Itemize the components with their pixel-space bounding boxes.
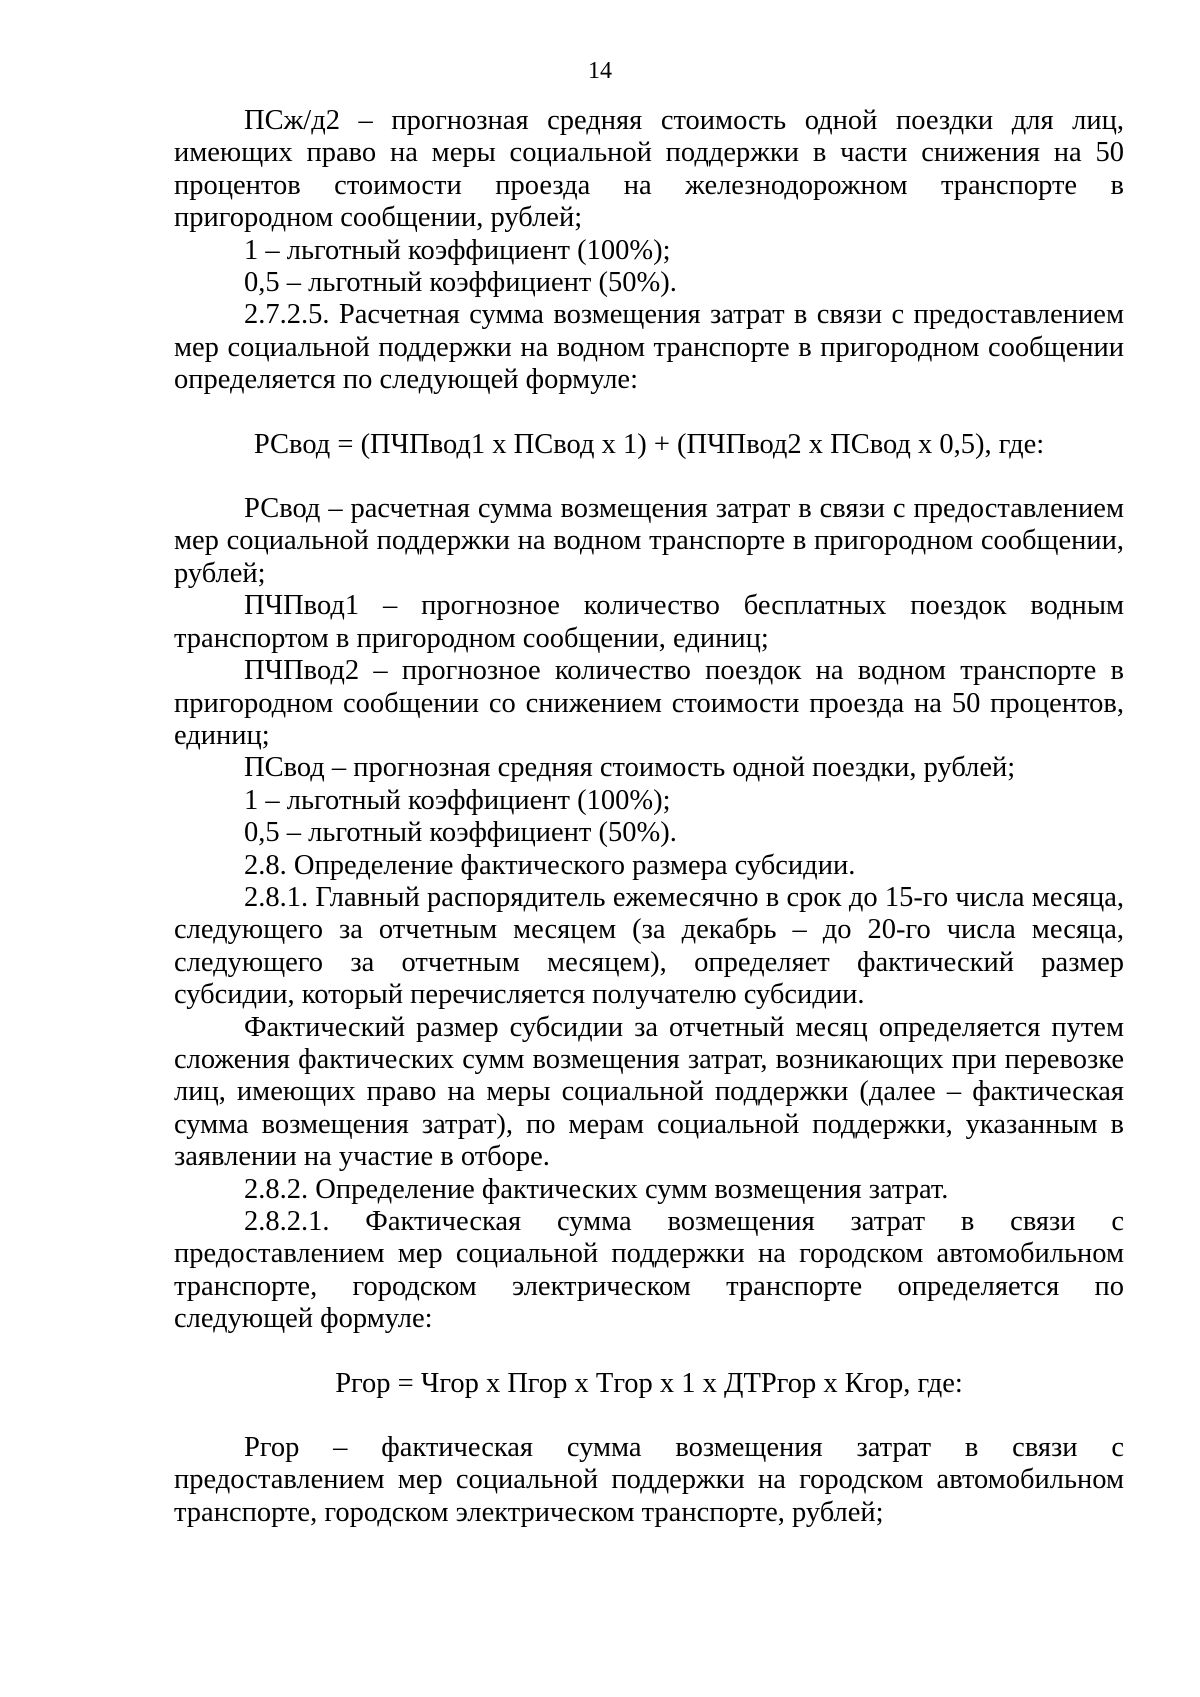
- paragraph-rgor-definition: Ргор – фактическая сумма возмещения затрат в связи с предоставлением мер социальной поддержки на городском автомобильном транспорте, городском электрическом транспорте, рублей;: [174, 1432, 1124, 1528]
- paragraph-coefficient-50: 0,5 – льготный коэффициент (50%).: [244, 267, 677, 299]
- paragraph-pchpvod2-definition: ПЧПвод2 – прогнозное количество поездок на водном транспорте в пригородном сообщении со снижением стоимости проезда на 50 процентов, единиц;: [174, 655, 1124, 751]
- paragraph-actual-subsidy: Фактический размер субсидии за отчетный месяц определяется путем сложения фактических сумм возмещения затрат, возникающих при перевозке лиц, имеющих право на меры социальной поддержки (далее – фактическая сумма возмещения затрат), по мерам социальной поддержки, указанным в заявлении на участие в отборе.: [174, 1011, 1124, 1173]
- paragraph-2-8: 2.8. Определение фактического размера субсидии.: [244, 849, 856, 881]
- spacer: [174, 1400, 1124, 1432]
- paragraph-2-8-2-1: 2.8.2.1. Фактическая сумма возмещения затрат в связи с предоставлением мер социальной поддержки на городском автомобильном транспорте, городском электрическом транспорте определяется по следующей формуле:: [174, 1206, 1124, 1335]
- spacer: [174, 461, 1124, 493]
- paragraph-2-8-1: 2.8.1. Главный распорядитель ежемесячно в срок до 15-го числа месяца, следующего за отчетным месяцем (за декабрь – до 20-го числа месяца, следующего за отчетным месяцем), определяет фактический размер субсидии, который перечисляется получателю субсидии.: [174, 881, 1124, 1011]
- paragraph-2-8-2: 2.8.2. Определение фактических сумм возмещения затрат.: [244, 1173, 949, 1205]
- paragraph-coefficient-100: 1 – льготный коэффициент (100%);: [244, 784, 671, 816]
- paragraph-coefficient-100: 1 – льготный коэффициент (100%);: [244, 234, 671, 266]
- spacer: [174, 397, 1124, 429]
- formula-rsvod: РСвод = (ПЧПвод1 х ПСвод х 1) + (ПЧПвод2 х ПСвод х 0,5), где:: [253, 428, 1045, 460]
- document-body: [174, 105, 1124, 1529]
- paragraph-pszhd2-definition: ПСж/д2 – прогнозная средняя стоимость одной поездки для лиц, имеющих право на меры социальной поддержки в части снижения на 50 процентов стоимости проезда на железнодорожном транспорте в пригородном сообщении, рублей;: [174, 105, 1124, 234]
- paragraph-psvod-definition: ПСвод – прогнозная средняя стоимость одной поездки, рублей;: [244, 752, 1016, 784]
- page-number: 14: [588, 58, 612, 84]
- paragraph-rsvod-definition: РСвод – расчетная сумма возмещения затрат в связи с предоставлением мер социальной поддержки на водном транспорте в пригородном сообщении, рублей;: [174, 493, 1124, 589]
- paragraph-2-7-2-5: 2.7.2.5. Расчетная сумма возмещения затрат в связи с предоставлением мер социальной поддержки на водном транспорте в пригородном сообщении определяется по следующей формуле:: [174, 299, 1124, 396]
- formula-rgor: Ргор = Чгор х Пгор х Тгор х 1 х ДТРгор х Кгор, где:: [335, 1367, 963, 1399]
- paragraph-pchpvod1-definition: ПЧПвод1 – прогнозное количество бесплатных поездок водным транспортом в пригородном сообщении, единиц;: [174, 590, 1124, 654]
- spacer: [174, 1336, 1124, 1368]
- paragraph-coefficient-50: 0,5 – льготный коэффициент (50%).: [244, 817, 677, 849]
